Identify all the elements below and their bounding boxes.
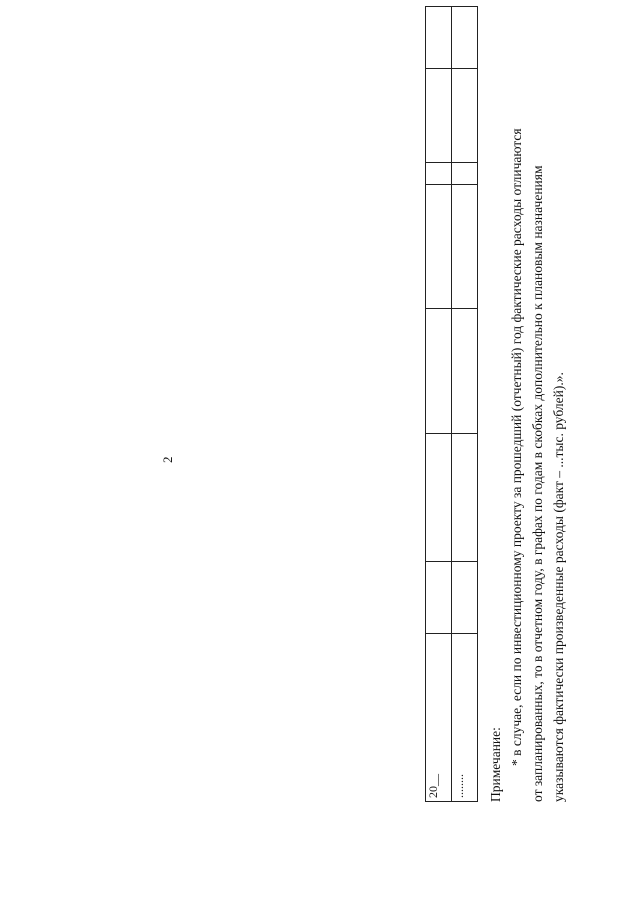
table-cell xyxy=(452,163,478,185)
note-line-1: * в случае, если по инвестиционному проекту за прошедший (отчетный) год фактические расходы отличаются xyxy=(509,128,524,766)
note-line-2: от запланированных, то в отчетном году, в графах по годам в скобках дополнительно к плановым назначениям xyxy=(530,165,545,802)
investment-table xyxy=(425,6,478,802)
table-cell xyxy=(452,434,478,562)
rotated-content xyxy=(40,52,600,852)
table-cell xyxy=(426,69,452,163)
table-cell xyxy=(452,69,478,163)
note-line-3: указываются фактически произведенные расходы (факт – ...тыс. рублей).». xyxy=(551,372,566,802)
table-cell xyxy=(426,185,452,309)
table-cell xyxy=(426,434,452,562)
table-cell xyxy=(452,185,478,309)
table-cell xyxy=(426,163,452,185)
table-row xyxy=(452,7,478,802)
table-cell-ellipsis: ........ xyxy=(452,634,478,802)
table-cell xyxy=(452,309,478,434)
table-cell xyxy=(452,562,478,634)
table-cell-year: 20__ xyxy=(426,634,452,802)
page-number: 2 xyxy=(160,456,175,463)
table-cell xyxy=(426,309,452,434)
table-cell xyxy=(426,7,452,69)
note-title: Примечание: xyxy=(488,727,503,802)
table-cell xyxy=(426,562,452,634)
note-block xyxy=(485,62,569,802)
table-cell xyxy=(452,7,478,69)
table-row xyxy=(426,7,452,802)
